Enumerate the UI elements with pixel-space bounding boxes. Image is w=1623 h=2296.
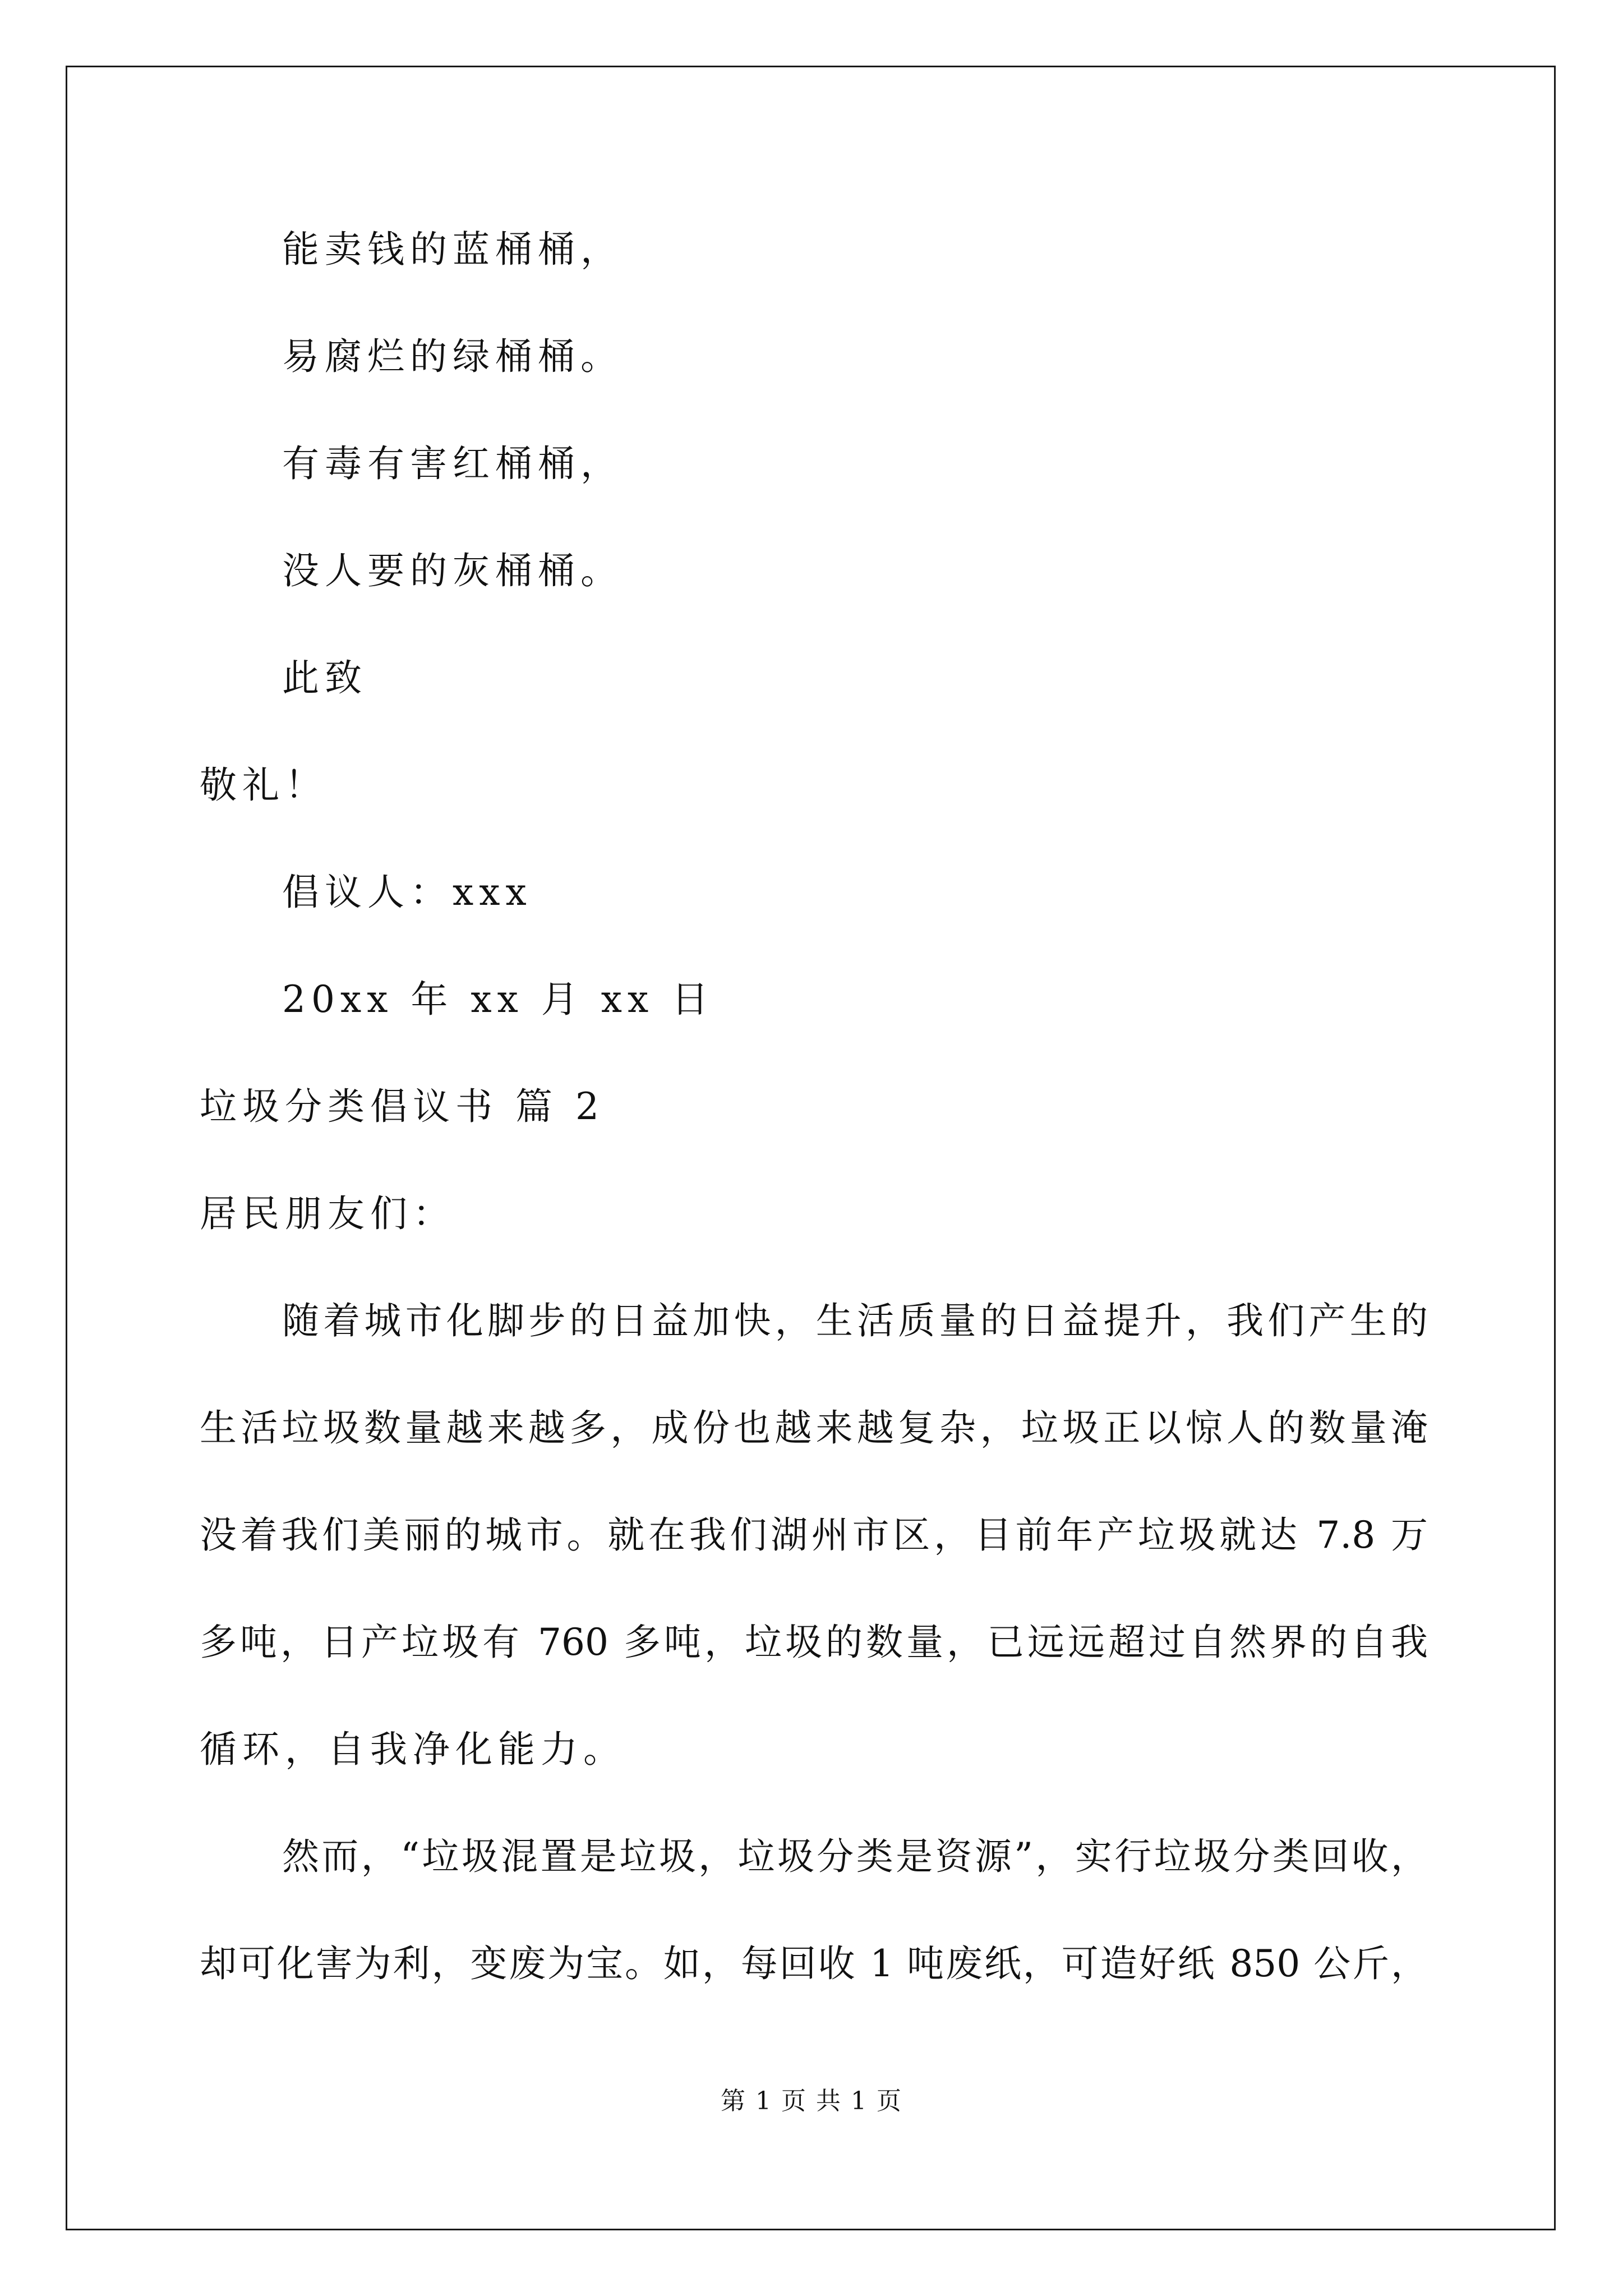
para1-line-5: 循环，自我净化能力。 <box>200 1728 626 1771</box>
poem-line-3: 有毒有害红桶桶， <box>282 442 623 485</box>
poem-line-4: 没人要的灰桶桶。 <box>282 549 623 592</box>
para2-line-1: 然而，“垃圾混置是垃圾，垃圾分类是资源”，实行垃圾分类回收， <box>282 1835 1428 1878</box>
poem-line-2: 易腐烂的绿桶桶。 <box>282 335 623 378</box>
page-border <box>66 66 1556 2230</box>
para2-line-2: 却可化害为利，变废为宝。如，每回收 1 吨废纸，可造好纸 850 公斤， <box>200 1942 1428 1985</box>
para1-line-3: 没着我们美丽的城市。就在我们湖州市区，目前年产垃圾就达 7.8 万 <box>200 1513 1428 1557</box>
page-footer: 第 1 页 共 1 页 <box>721 2087 902 2115</box>
signer: 倡议人：xxx <box>282 871 532 914</box>
para1-line-1: 随着城市化脚步的日益加快，生活质量的日益提升，我们产生的 <box>282 1299 1428 1342</box>
closing-jingli: 敬礼！ <box>200 763 328 807</box>
salutation: 居民朋友们： <box>200 1192 455 1235</box>
para1-line-2: 生活垃圾数量越来越多，成份也越来越复杂，垃圾正以惊人的数量淹 <box>200 1406 1428 1450</box>
closing-cizhi: 此致 <box>282 656 367 700</box>
section-heading: 垃圾分类倡议书 篇 2 <box>200 1085 605 1128</box>
date-line: 20xx 年 xx 月 xx 日 <box>282 978 714 1021</box>
para1-line-4: 多吨，日产垃圾有 760 多吨，垃圾的数量，已远远超过自然界的自我 <box>200 1621 1428 1664</box>
poem-line-1: 能卖钱的蓝桶桶， <box>282 228 623 271</box>
